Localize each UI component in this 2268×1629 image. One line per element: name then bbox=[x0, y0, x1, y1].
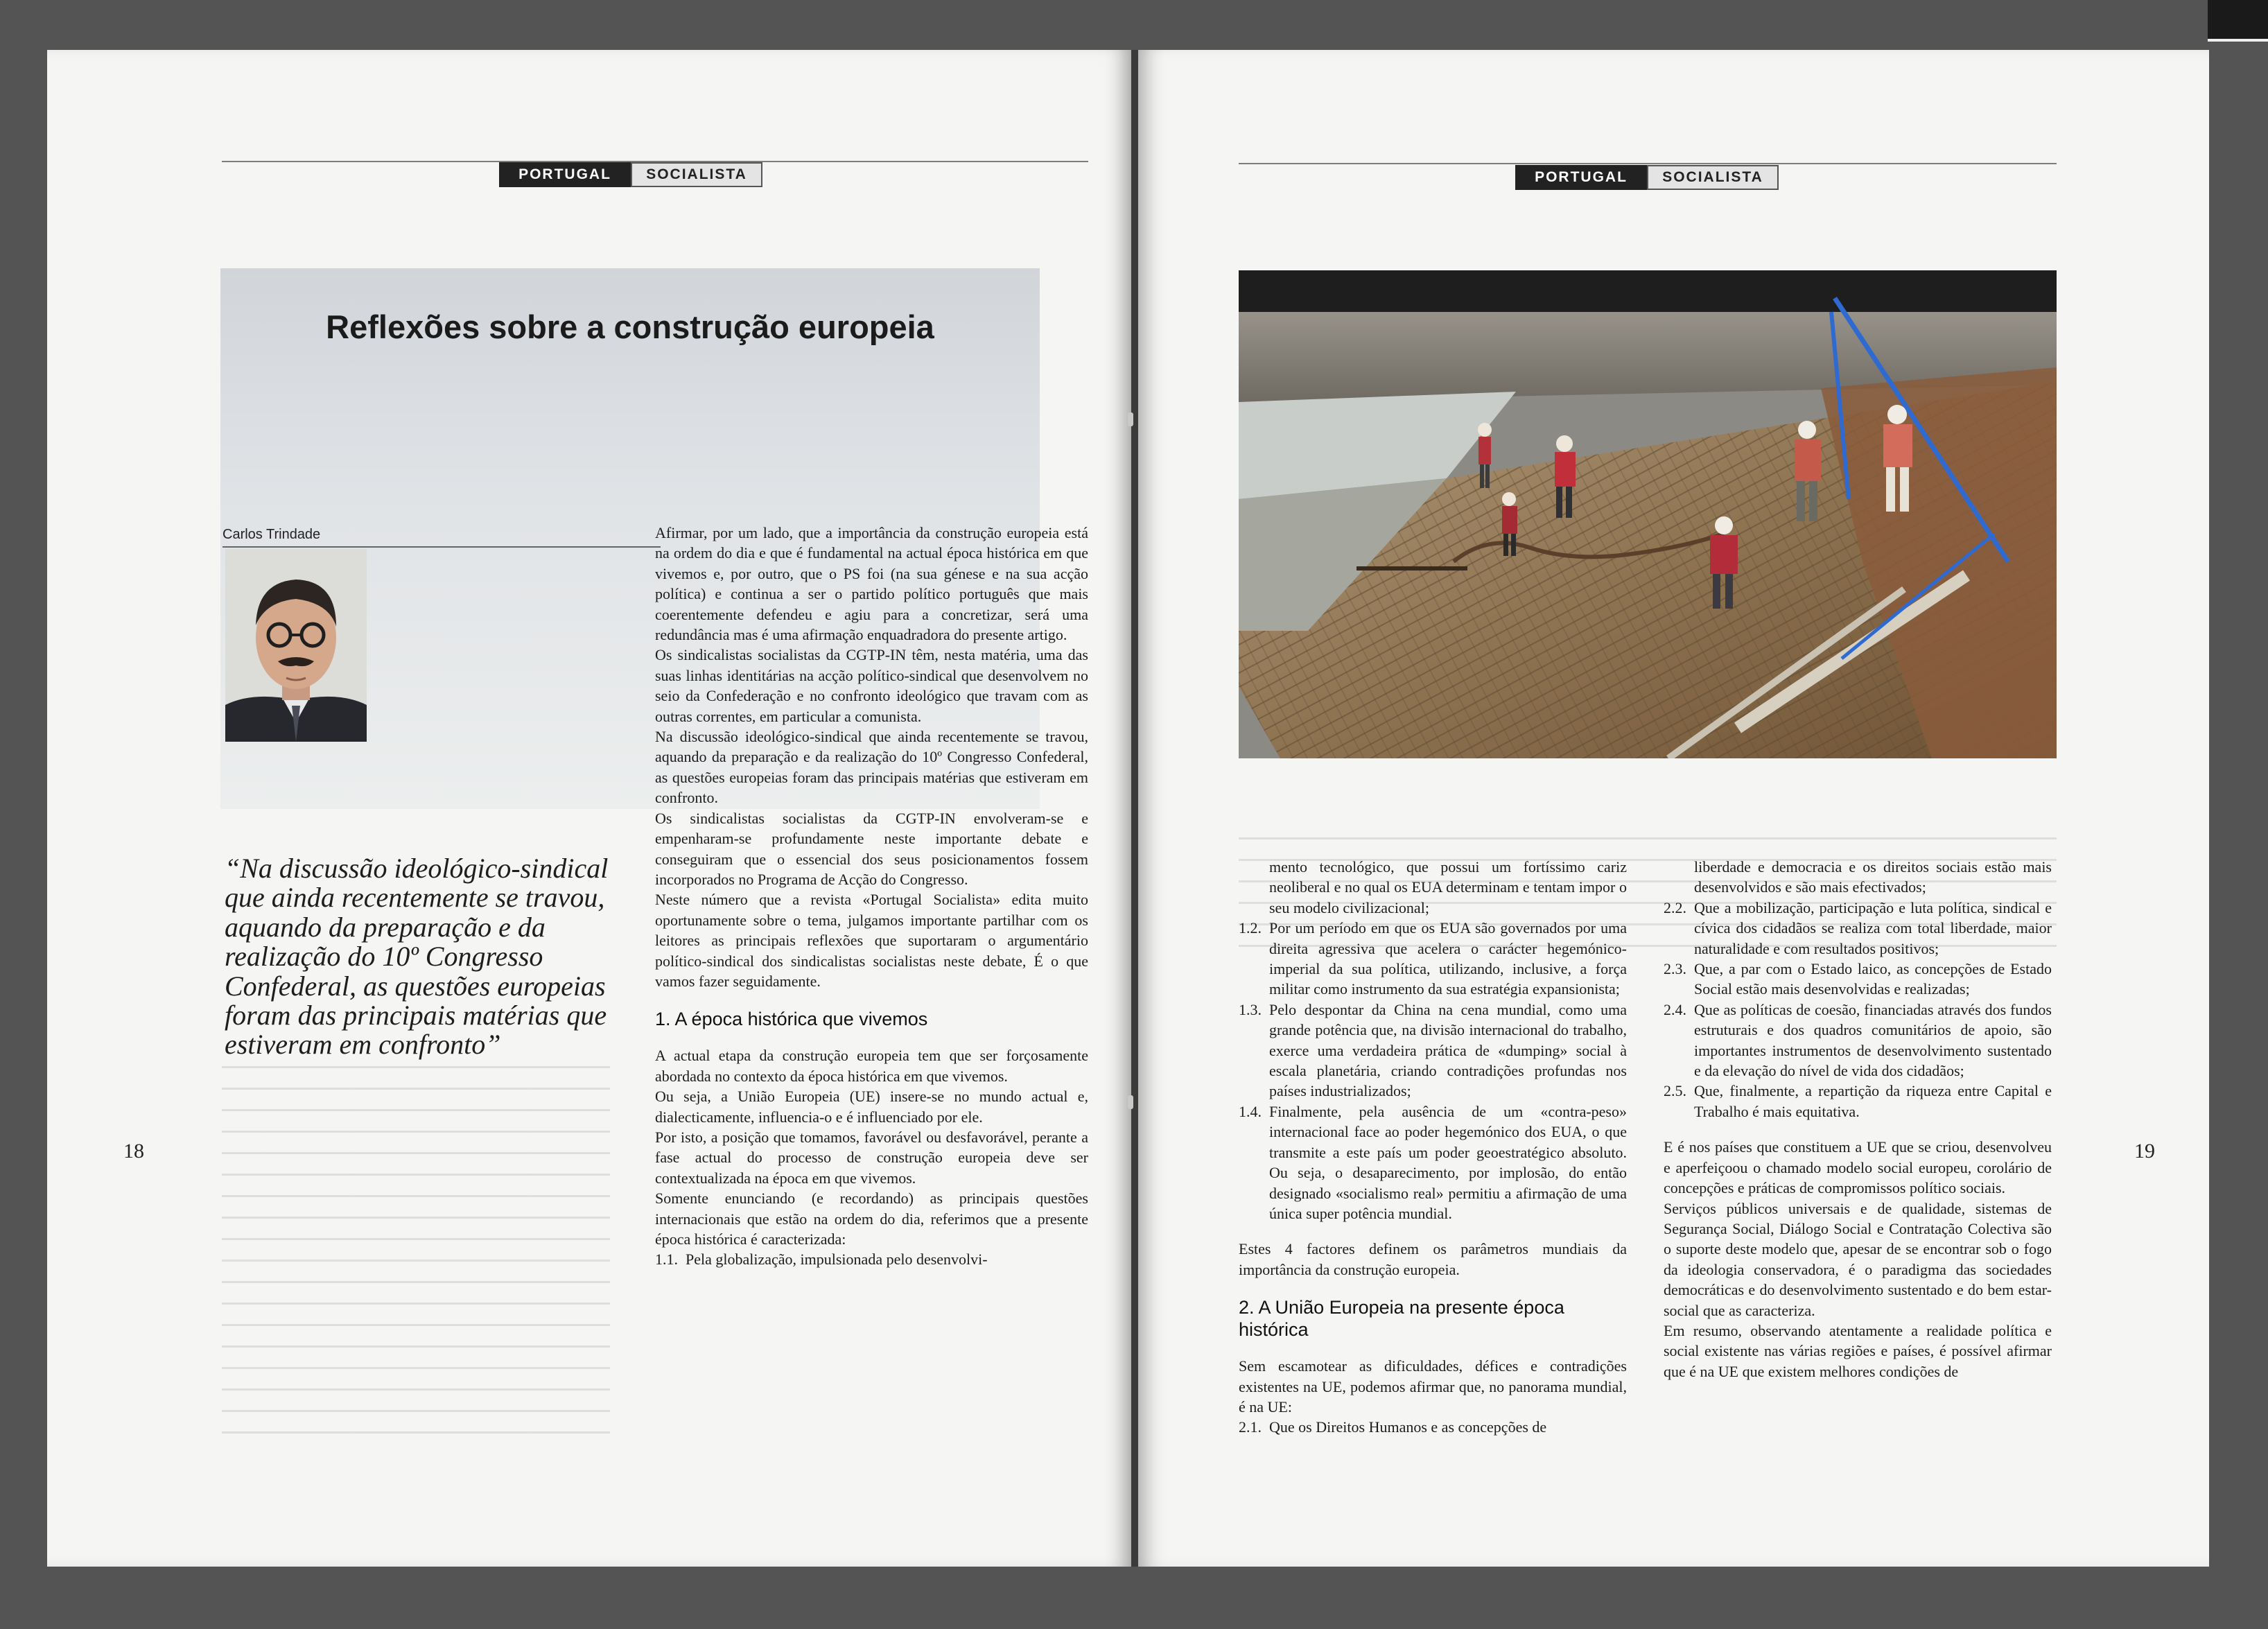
list-item-number: 2.3. bbox=[1664, 960, 1686, 978]
list-item-number: 1.1. bbox=[655, 1251, 678, 1269]
list-item-text: Que, a par com o Estado laico, as concepções de Estado Social estão mais desenvolvidas e realizadas; bbox=[1694, 960, 2052, 998]
list-item bbox=[1239, 1000, 1627, 1101]
list-item-text: Que as políticas de coesão, financiadas através dos fundos estruturais e dos quadros comunitários de apoio, são importantes instrumentos de desenvolvimento sustentado e da elevação do nível de vida dos cidadãos; bbox=[1694, 1000, 2052, 1080]
body-paragraph: Afirmar, por um lado, que a importância da construção europeia está na ordem do dia e que é fundamental na actual época histórica em que vivemos e, por outro, que o PS foi (na sua génese e na sua acção política) e continua a ser o partido político português que mais coerentemente defendeu e agiu para a concretizar, será uma redundância mas é uma afirmação enquadradora do presente artigo. bbox=[655, 524, 1088, 644]
list-item-text: Que os Direitos Humanos e as concepções de bbox=[1269, 1418, 1547, 1436]
body-paragraph: Os sindicalistas socialistas da CGTP-IN envolveram-se e empenharam-se profundamente neste importante debate e conseguiram que o essencial dos seus posicionamentos fossem incorporados no Programa de Acção do Congresso. bbox=[655, 809, 1088, 888]
section-heading: 2. A União Europeia na presente época histórica bbox=[1239, 1297, 1564, 1341]
list-item-number: 2.2. bbox=[1664, 898, 1686, 916]
list-item-text: liberdade e democracia e os direitos sociais estão mais desenvolvidos e são mais efectivados; bbox=[1694, 858, 2052, 896]
body-paragraph: Somente enunciando (e recordando) as principais questões internacionais que estão na ordem do dia, referimos que a presente época histórica é caracterizada: bbox=[655, 1190, 1088, 1248]
list-item-text: Que, finalmente, a repartição da riqueza entre Capital e Trabalho é mais equitativa. bbox=[1694, 1082, 2052, 1120]
list-item bbox=[1239, 1417, 1627, 1437]
right-column-2 bbox=[1664, 857, 2052, 1382]
body-paragraph: A actual etapa da construção europeia tem que ser forçosamente abordada no contexto da época histórica em que vivemos. bbox=[655, 1047, 1088, 1085]
masthead-socialista: SOCIALISTA bbox=[1647, 165, 1779, 190]
spine-gutter bbox=[1131, 50, 1138, 1567]
list-item bbox=[1664, 1081, 2052, 1122]
body-paragraph: Os sindicalistas socialistas da CGTP-IN têm, nesta matéria, uma das suas linhas identitárias na acção político-sindical que desenvolvem no seio da Confederação e no confronto ideológico que travam com as outras correntes, em particular a comunista. bbox=[655, 646, 1088, 725]
masthead-portugal: PORTUGAL bbox=[499, 162, 631, 187]
author-byline: Carlos Trindade bbox=[223, 527, 321, 542]
page-number-right: 19 bbox=[2134, 1140, 2155, 1162]
body-paragraph: Em resumo, observando atentamente a realidade política e social existente nas várias regiões e países, é possível afirmar que é na UE que existem melhores condições de bbox=[1664, 1321, 2052, 1380]
construction-photo bbox=[1239, 270, 2057, 758]
masthead bbox=[499, 162, 762, 187]
body-paragraph: Na discussão ideológico-sindical que ainda recentemente se travou, aquando da preparação e da realização do 10º Congresso Confederal, as questões europeias foram das principais matérias que estiveram em confronto. bbox=[655, 728, 1088, 807]
list-item-number: 1.3. bbox=[1239, 1000, 1262, 1018]
left-body-column bbox=[655, 523, 1088, 1270]
spacer bbox=[1239, 1223, 1627, 1239]
body-paragraph: Neste número que a revista «Portugal Socialista» edita muito oportunamente sobre o tema, julgamos importante partilhar com os leitores as principais reflexões que suportaram o argumentário político-sindical dos sindicalistas socialistas neste debate, É o que vamos fazer seguidamente. bbox=[655, 891, 1088, 990]
spacer bbox=[1664, 1122, 2052, 1137]
list-item bbox=[1664, 959, 2052, 1000]
page-number-left: 18 bbox=[123, 1140, 144, 1162]
top-rule bbox=[1239, 163, 2057, 164]
body-paragraph: E é nos países que constituem a UE que se criou, desenvolveu e aperfeiçoou o chamado modelo social europeu, corolário de concepções e práticas de compromissos político sociais. bbox=[1664, 1138, 2052, 1197]
body-paragraph: Sem escamotear as dificuldades, défices e contradições existentes na UE, podemos afirmar que, no panorama mundial, é na UE: bbox=[1239, 1357, 1627, 1415]
body-paragraph: Serviços públicos universais e de qualidade, sistemas de Segurança Social, Diálogo Social e Contratação Colectiva são o suporte deste modelo que, apesar de se encontrar sob o fogo da ideologia conservadora, é o paradigma das sociedades democráticas e do desenvolvimento sustentado e do bem estar-social que as caracteriza. bbox=[1664, 1199, 2052, 1319]
list-item-text: Que a mobilização, participação e luta política, sindical e cívica dos cidadãos se realiza com total liberdade, maior naturalidade e com resultados positivos; bbox=[1694, 898, 2052, 957]
list-item-text: Finalmente, pela ausência de um «contra-peso» internacional face ao poder hegemónico dos EUA, o que transmite a este país um poder geoestratégico absoluto. Ou seja, o desaparecimento, por implosão, do então designado «socialismo real» permitiu a afirmação de uma única super potência mundial. bbox=[1269, 1102, 1627, 1222]
list-item bbox=[1239, 1101, 1627, 1223]
calibration-bar bbox=[2208, 0, 2268, 42]
left-page bbox=[47, 50, 1131, 1567]
right-column-1 bbox=[1239, 857, 1627, 1438]
list-item-text: mento tecnológico, que possui um fortíssimo cariz neoliberal e no qual os EUA determinam e tentam impor o seu modelo civilizacional; bbox=[1269, 858, 1627, 916]
pull-quote: “Na discussão ideológico-sindical que ainda recentemente se travou, aquando da preparação e da realização do 10º Congresso Confederal, as questões europeias foram das principais matérias que estiveram em confronto” bbox=[225, 853, 609, 1061]
list-item-continuation bbox=[1664, 857, 2052, 898]
list-item-number: 1.4. bbox=[1239, 1102, 1262, 1120]
list-item-number: 2.1. bbox=[1239, 1418, 1262, 1436]
list-item-number: 1.2. bbox=[1239, 919, 1262, 937]
list-item-text: Por um período em que os EUA são governados por uma direita agressiva que acelera o carácter hegemónico-imperial da sua política, utilizando, inclusive, a força militar como instrumento da sua estratégia expansionista; bbox=[1269, 919, 1627, 998]
staple bbox=[1128, 412, 1133, 426]
article-title: Reflexões sobre a construção europeia bbox=[326, 308, 934, 345]
masthead-socialista: SOCIALISTA bbox=[631, 162, 762, 187]
section-heading: 1. A época histórica que vivemos bbox=[655, 1009, 928, 1030]
list-item-number: 2.5. bbox=[1664, 1082, 1686, 1100]
author-portrait bbox=[225, 549, 367, 742]
show-through-text bbox=[222, 1055, 610, 1443]
body-paragraph: Por isto, a posição que tomamos, favorável ou desfavorável, perante a fase actual do processo de construção europeia deve ser contextualizada na época em que vivemos. bbox=[655, 1128, 1088, 1187]
byline-rule bbox=[223, 546, 661, 548]
list-item-text: Pelo despontar da China na cena mundial, como uma grande potência que, na divisão internacional do trabalho, exerce uma verdadeira prática de «dumping» social à escala planetária, criando contradições profundas nos países industrializados; bbox=[1269, 1000, 1627, 1100]
masthead-portugal: PORTUGAL bbox=[1515, 165, 1647, 190]
masthead bbox=[1515, 165, 1779, 190]
body-paragraph: Estes 4 factores definem os parâmetros mundiais da importância da construção europeia. bbox=[1239, 1240, 1627, 1278]
list-item-text: Pela globalização, impulsionada pelo desenvolvi- bbox=[686, 1251, 988, 1269]
list-item bbox=[655, 1249, 1088, 1269]
body-paragraph: Ou seja, a União Europeia (UE) insere-se no mundo actual e, dialecticamente, influencia-o e é influenciado por ele. bbox=[655, 1088, 1088, 1126]
staple bbox=[1128, 1095, 1133, 1109]
list-item-number: 2.4. bbox=[1664, 1000, 1686, 1018]
list-item bbox=[1239, 918, 1627, 1000]
list-item-continuation bbox=[1239, 857, 1627, 918]
list-item bbox=[1664, 1000, 2052, 1081]
list-item bbox=[1664, 898, 2052, 959]
